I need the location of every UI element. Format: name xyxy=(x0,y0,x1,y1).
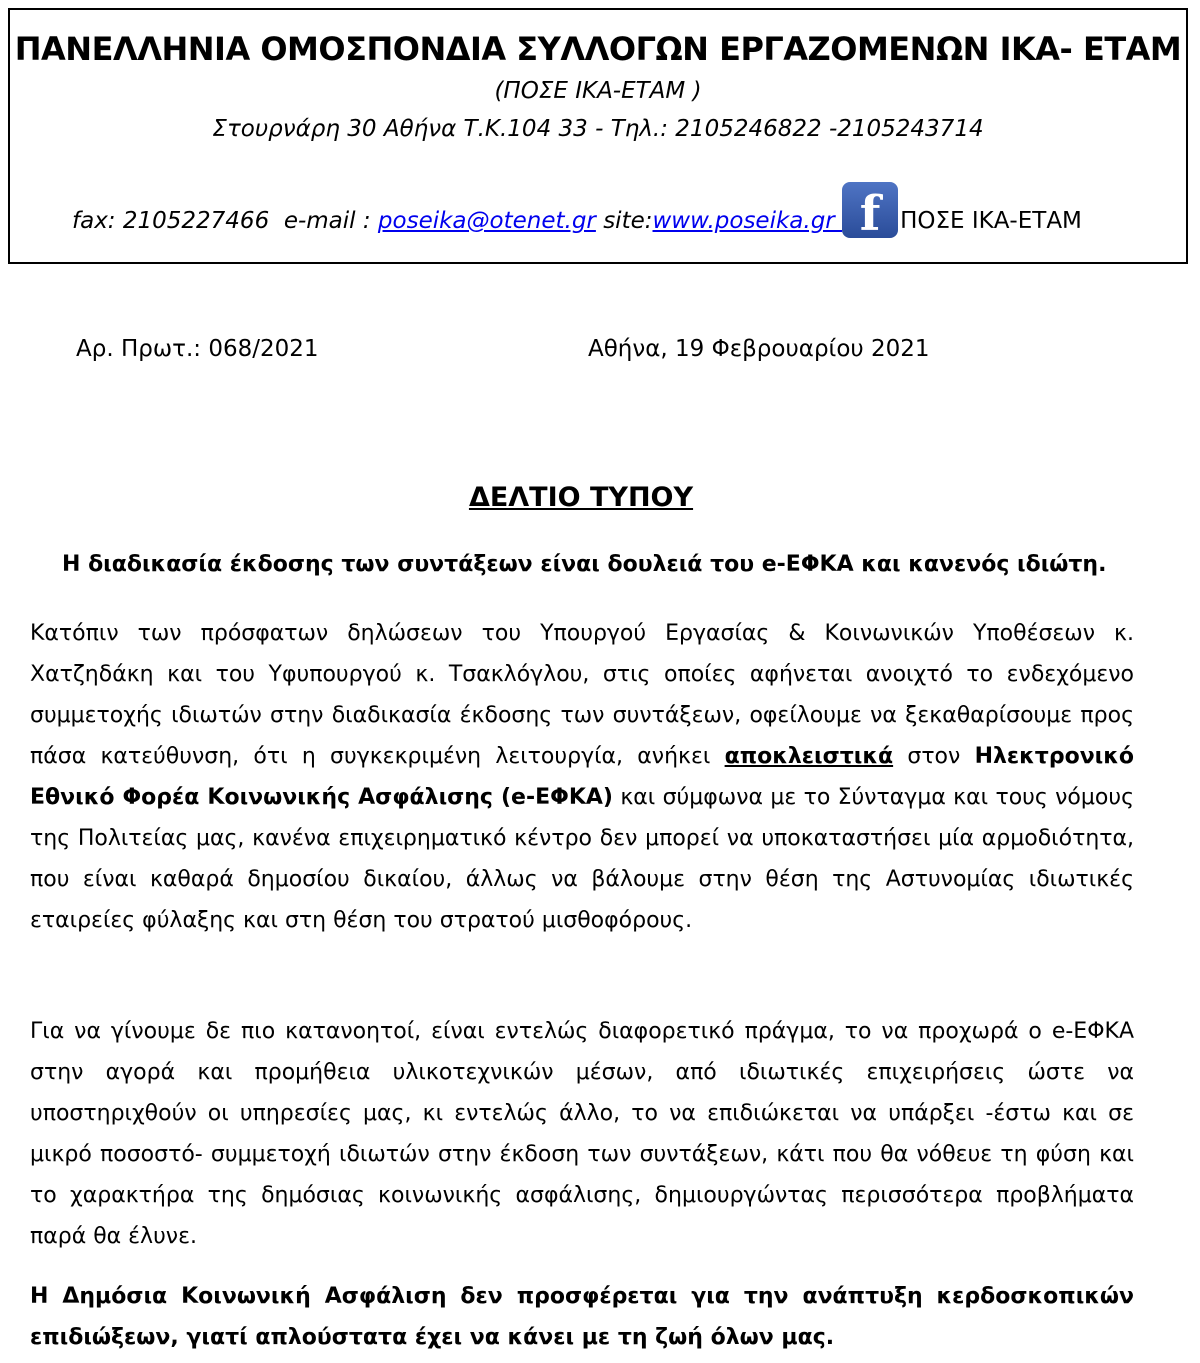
press-release-subtitle: Η διαδικασία έκδοσης των συντάξεων είναι δουλειά του e-ΕΦΚΑ και κανενός ιδιώτη. xyxy=(62,552,1107,577)
paragraph-1-text-e: και σύμφωνα με το Σύνταγμα και τους νόμους της Πολιτείας μας, κανένα επιχειρηματικό κέντρο δεν μπορεί να υποκαταστήσει μία αρμοδιότητα, που είναι καθαρά δημοσίου δικαίου, άλλως να βάλουμε στην θέση της Αστυνομίας ιδιωτικές εταιρείες φύλαξης και στη θέση του στρατού μισθοφόρους. xyxy=(30,785,1134,933)
contact-line xyxy=(72,178,1082,242)
protocol-number: Αρ. Πρωτ.: 068/2021 xyxy=(76,336,319,362)
site-label: site: xyxy=(595,208,653,234)
document-date: Αθήνα, 19 Φεβρουαρίου 2021 xyxy=(588,336,930,362)
organization-name: ΠΑΝΕΛΛΗΝΙΑ ΟΜΟΣΠΟΝΔΙΑ ΣΥΛΛΟΓΩΝ ΕΡΓΑΖΟΜΕΝΩΝ ΙΚΑ- ΕΤΑΜ xyxy=(14,30,1182,68)
paragraph-3: Η Δημόσια Κοινωνική Ασφάλιση δεν προσφέρεται για την ανάπτυξη κερδοσκοπικών επιδιώξεων, γιατί απλούστατα έχει να κάνει με τη ζωή όλων μας. xyxy=(30,1284,1134,1350)
facebook-page-name: ΠΟΣΕ ΙΚΑ-ΕΤΑΜ xyxy=(900,208,1082,234)
paragraph-1-emphasis-exclusive: αποκλειστικά xyxy=(724,744,894,769)
email-link[interactable]: poseika@otenet.gr xyxy=(377,208,596,234)
paragraph-1 xyxy=(30,613,1134,941)
fax-email-label: fax: 2105227466 e-mail : xyxy=(72,208,378,234)
organization-abbreviation: (ΠΟΣΕ ΙΚΑ-ΕΤΑΜ ) xyxy=(494,78,702,104)
facebook-icon[interactable]: f xyxy=(842,182,898,238)
paragraph-1-emphasis-efka: Ηλεκτρονικό Εθνικό Φορέα Κοινωνικής Ασφάλισης (e-ΕΦΚΑ) xyxy=(30,744,1134,810)
letterhead xyxy=(8,8,1188,264)
paragraph-1-text-c: στον xyxy=(893,744,975,769)
organization-address: Στουρνάρη 30 Αθήνα Τ.Κ.104 33 - Τηλ.: 2105246822 -2105243714 xyxy=(212,116,984,142)
press-release-title: ΔΕΛΤΙΟ ΤΥΠΟΥ xyxy=(468,482,694,513)
paragraph-1-text-a: Κατόπιν των πρόσφατων δηλώσεων του Υπουργού Εργασίας & Κοινωνικών Υποθέσεων κ. Χατζηδάκη και του Υφυπουργού κ. Τσακλόγλου, στις οποίες αφήνεται ανοιχτό το ενδεχόμενο συμμετοχής ιδιωτών στην διαδικασία έκδοσης των συντάξεων, οφείλουμε να ξεκαθαρίσουμε προς πάσα κατεύθυνση, ότι η συγκεκριμένη λειτουργία, ανήκει xyxy=(30,621,1134,769)
site-link[interactable]: www.poseika.gr xyxy=(652,208,843,234)
paragraph-2: Για να γίνουμε δε πιο κατανοητοί, είναι εντελώς διαφορετικό πράγμα, το να προχωρά ο e-ΕΦΚΑ στην αγορά και προμήθεια υλικοτεχνικών μέσων, από ιδιωτικές επιχειρήσεις ώστε να υποστηριχθούν οι υπηρεσίες μας, κι εντελώς άλλο, το να επιδιώκεται να υπάρξει -έστω και σε μικρό ποσοστό- συμμετοχή ιδιωτών στην έκδοση των συντάξεων, κάτι που θα νόθευε τη φύση και το χαρακτήρα της δημόσιας κοινωνικής ασφάλισης, δημιουργώντας περισσότερα προβλήματα παρά θα έλυνε. xyxy=(30,1019,1134,1249)
